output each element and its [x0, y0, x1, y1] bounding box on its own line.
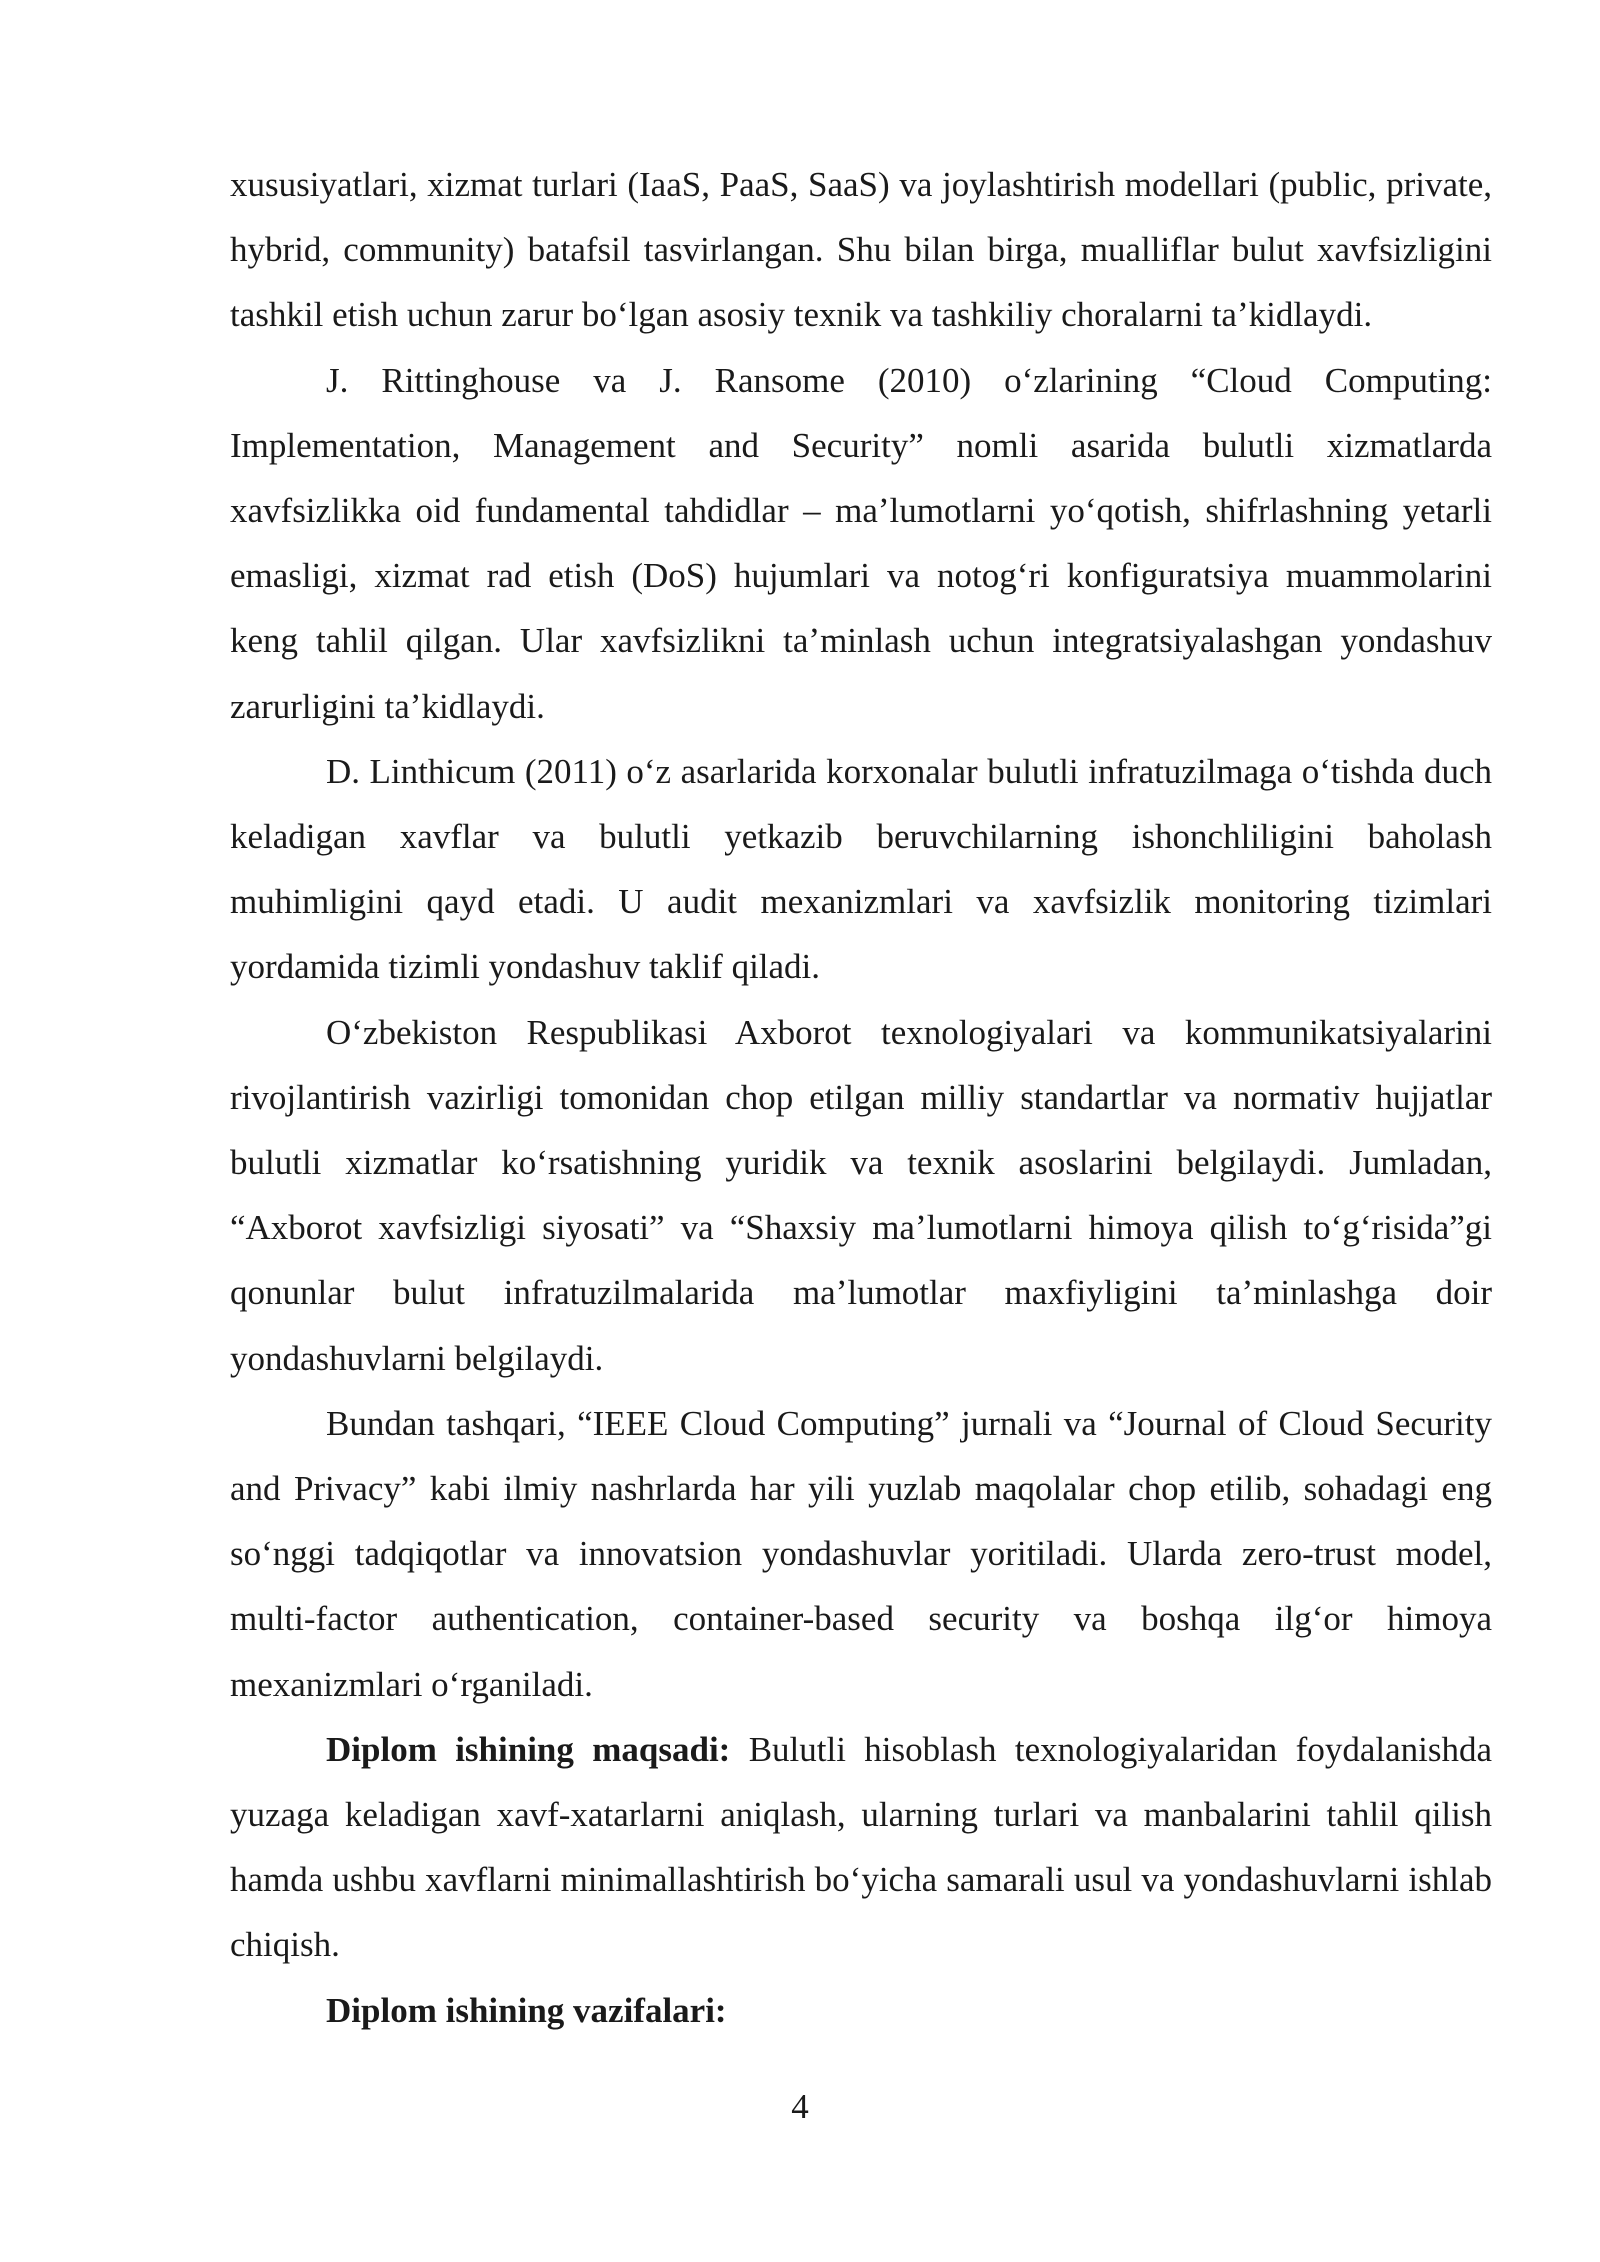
document-page [230, 152, 1492, 2043]
paragraph-3: D. Linthicum (2011) oʻz asarlarida korxonalar bulutli infratuzilmaga oʻtishda duch keladigan xavflar va bulutli yetkazib beruvchilarning ishonchliligini baholash muhimligini qayd etadi. U audit mexanizmlari va xavfsizlik monitoring tizimlari yordamida tizimli yondashuv taklif qiladi. [230, 751, 1492, 987]
paragraph-2: J. Rittinghouse va J. Ransome (2010) oʻzlarining “Cloud Computing: Implementation, Management and Security” nomli asarida bulutli xizmatlarda xavfsizlikka oid fundamental tahdidlar – maʼlumotlarni yoʻqotish, shifrlashning yetarli emasligi, xizmat rad etish (DoS) hujumlari va notogʻri konfiguratsiya muammolarini keng tahlil qilgan. Ular xavfsizlikni taʼminlash uchun integratsiyalashgan yondashuv zarurligini taʼkidlaydi. [230, 360, 1492, 726]
paragraph-5: Bundan tashqari, “IEEE Cloud Computing” jurnali va “Journal of Cloud Security and Privacy” kabi ilmiy nashrlarda har yili yuzlab maqolalar chop etilib, sohadagi eng soʻnggi tadqiqotlar va innovatsion yondashuvlar yoritiladi. Ularda zero-trust model, multi-factor authentication, container-based security va boshqa ilgʻor himoya mexanizmlari oʻrganiladi. [230, 1403, 1492, 1704]
paragraph-4: Oʻzbekiston Respublikasi Axborot texnologiyalari va kommunikatsiyalarini rivojlantirish vazirligi tomonidan chop etilgan milliy standartlar va normativ hujjatlar bulutli xizmatlar koʻrsatishning yuridik va texnik asoslarini belgilaydi. Jumladan, “Axborot xavfsizligi siyosati” va “Shaxsiy maʼlumotlarni himoya qilish toʻgʻrisida”gi qonunlar bulut infratuzilmalarida maʼlumotlar maxfiyligini taʼminlashga doir yondashuvlarni belgilaydi. [230, 1012, 1492, 1378]
goal-label: Diplom ishining maqsadi: [326, 1729, 731, 1769]
paragraph-1: xususiyatlari, xizmat turlari (IaaS, PaaS, SaaS) va joylashtirish modellari (public, private, hybrid, community) batafsil tasvirlangan. Shu bilan birga, mualliflar bulut xavfsizligini tashkil etish uchun zarur boʻlgan asosiy texnik va tashkiliy choralarni taʼkidlaydi. [230, 165, 1492, 335]
page-number: 4 [791, 2087, 809, 2126]
goal-text: Bulutli hisoblash texnologiyalaridan foydalanishda yuzaga keladigan xavf-xatarlarni aniqlash, ularning turlari va manbalarini tahlil qilish hamda ushbu xavflarni minimallashtirish boʻyicha samarali usul va yondashuvlarni ishlab chiqish. [230, 1729, 1492, 1965]
goal-paragraph [230, 1717, 1492, 1978]
tasks-heading: Diplom ishining vazifalari: [326, 1990, 727, 2030]
